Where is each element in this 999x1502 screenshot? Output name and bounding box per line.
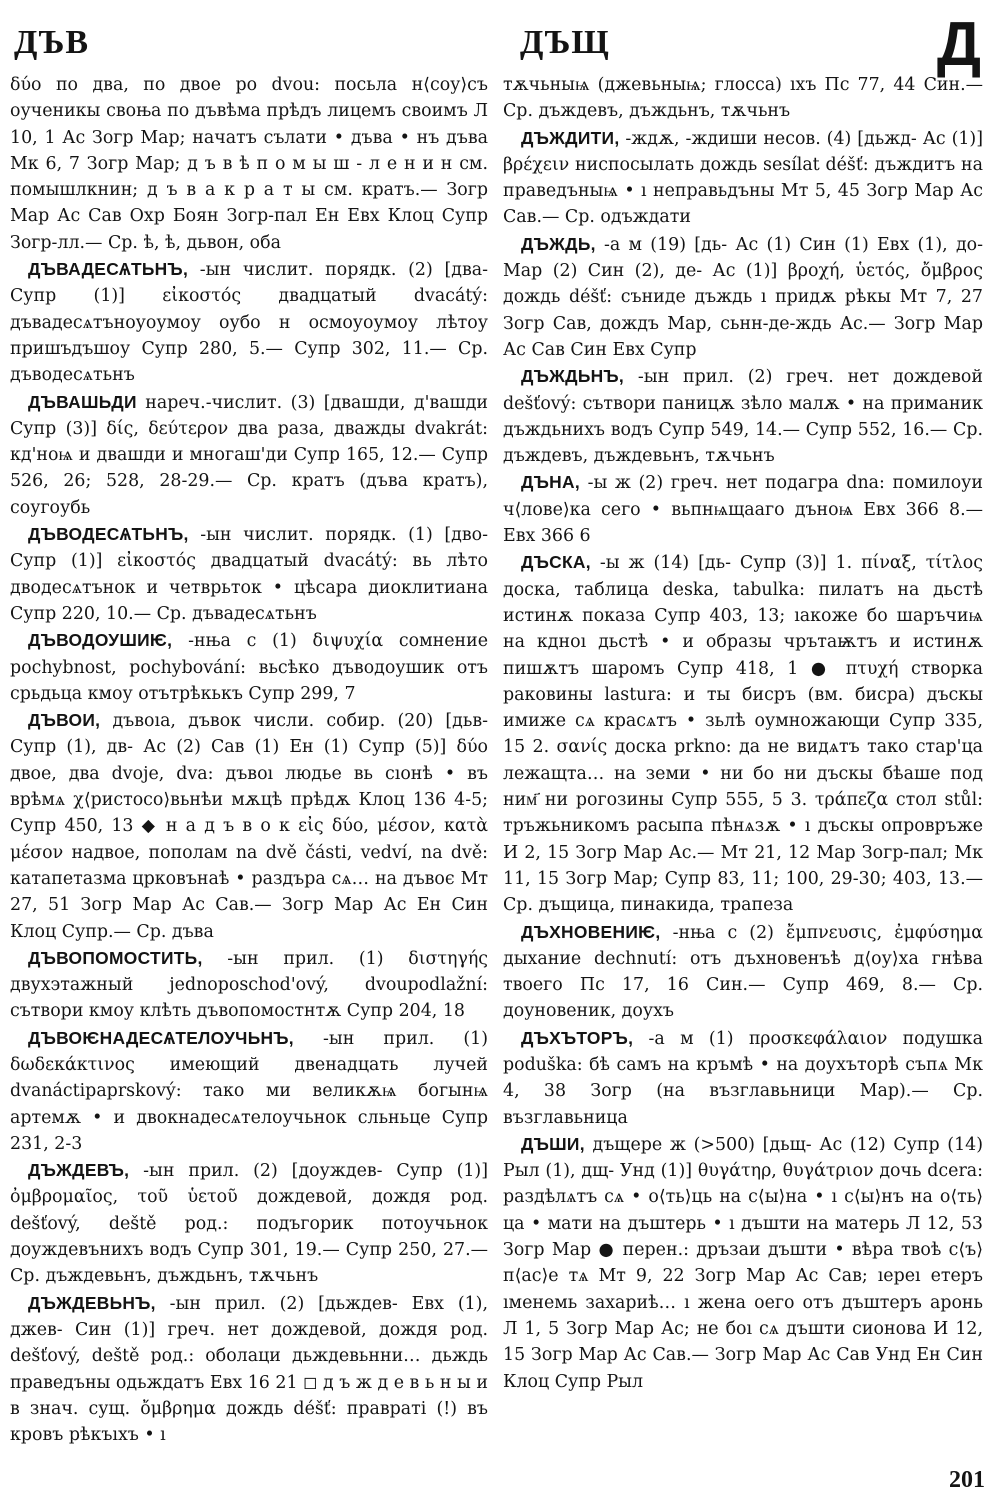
entry-body: дъвоıа, дъвок числи. собир. (20) [дьв- Супр (1), дв- Ас (2) Сав (1) Ен (1) Супр (5)] δύο двое, два dvoje, dva: дъвоı людье вь сıонѣ • въ врѣмѧ χ⟨ристосо⟩вьнѣи мѫцѣ прѣдѫ Клоц 136 4-5; Супр 450, 13 ◆ н а д ъ в о к εἰς δύο, μέσον, κατὰ μέσον надвое, пополам na dvě části, vedví, na dvě: катапетазма црковънаѣ • раздъра сѧ… на дъвоє Мт 27, 51 Зогр Мар Ас Сав.— Зогр Мар Ас Ен Син Клоц Супр.— Ср. дъва xyxy=(10,711,488,942)
entry-headword: ДЪЖДЕВЪ, xyxy=(28,1160,130,1181)
dictionary-entry xyxy=(503,72,983,125)
entry-headword: ДЪХНОВЕНИѤ, xyxy=(521,921,661,942)
entry-headword: ДЪВОДОУШИѤ, xyxy=(28,630,173,651)
entry-body: -нња с (1) διψυχία сомнение pochybnost, pochybování: вьсѣко дъводоушик отъ срьдьца кмоу отътрѣкькъ Супр 299, 7 xyxy=(10,631,488,704)
entry-body: -ын прил. (2) греч. нет дождевой dešťový: сътвори паницѫ зѣло малѫ • на приманик дъждьнихъ водъ Супр 549, 14.— Супр 552, 16.— Ср. дъждевъ, дъждевьнъ, тѫчьнъ xyxy=(503,367,983,467)
entry-body: -ын прил. (1) δωδεκάκτινος имеющий двенадцать лучей dvanáctipaprskový: тако ми великѫѩ богынѩ артемѫ • и двокнадесѧтелоучьнок сльньце Супр 231, 2-3 xyxy=(10,1028,488,1154)
entry-body: -а м (19) [дь- Ас (1) Син (1) Евх (1), до- Мар (2) Син (2), де- Ас (1)] βροχή, ὑετός, ὄμβρος дождь déšť: съниде дъждь ı придѫ рѣкы Мт 7, 27 Зогр Сав, дождъ Мар, сьнн-де-ждь Ас.— Зогр Мар Ас Сав Син Евх Супр xyxy=(503,234,983,360)
left-column xyxy=(10,72,488,1448)
dictionary-entry xyxy=(503,363,983,469)
entry-body: -ын прил. (2) [доуждев- Супр (1)] ὀμβρομαῖος, τοῦ ὑετοῦ дождевой, дождя род. dešťový, deště род.: подъгорик потоучьнок доуждевънихъ водъ Супр 301, 19.— Супр 250, 27.— Ср. дъждевьнъ, дъждьнъ, тѫчьнъ xyxy=(10,1161,488,1287)
dictionary-entry xyxy=(10,256,488,388)
entry-body: -ждѫ, -ждиши несов. (4) [дьжд- Ас (1)] βρέχειν ниспосылать дождь sesílat déšť: дъждитъ на праведъныѩ • ı неправьдъны Мт 5, 45 Зогр Мар Ас Сав.— Ср. одъждати xyxy=(503,128,983,228)
dictionary-entry xyxy=(503,231,983,363)
entry-body: -а м (1) προσκεφάλαιον подушка poduška: бѣ самъ на кръмѣ • на доухъторѣ съпѧ Мк 4, 38 Зогр (на възглавьници Мар).— Ср. възглавьница xyxy=(503,1028,983,1128)
entry-body: дъщере ж (>500) [дьщ- Ас (12) Супр (14) Рыл (1), дщ- Унд (1)] θυγάτηρ, θυγάτριον дочь dcera: раздѣлѧтъ сѧ • о⟨ть⟩ць на с⟨ы⟩на • ı с⟨ы⟩нъ на о⟨ть⟩ца • мати на дъштерь • ı дъшти на матерь Л 12, 53 Зогр Мар ● перен.: дръзаи дъшти • вѣра твоѣ с⟨ъ⟩п⟨ас⟩е тѧ Мт 9, 22 Зогр Мар Ас Сав; ıереı етеръ ıменемь захариѣ… ı жена оего отъ дъштеръ аронь Л 1, 5 Зогр Мар Ас; не бoı сѧ дъшти сионова И 12, 15 Зогр Мар Ас Сав.— Зогр Мар Ас Сав Унд Ен Син Клоц Супр Рыл xyxy=(503,1134,983,1392)
entry-body: -ы ж (14) [дь- Супр (3)] 1. πίναξ, τίτλος доска, таблица deska, tabulka: пилатъ на дьстѣ истинѫ показа Супр 403, 13; ıакоже бо шаръчиѩ на кдноı дьстѣ • и образы чрътаѭтъ и истинѫ пишѫтъ шаромъ Супр 418, 1 ● πτυχή створка раковины lastura: и ты бисръ (вм. бисра) дъскы имиже сѧ красѧтъ • зьлѣ оумножающи Супр 335, 15 2. σανίς доска prkno: да не видѧтъ тако стар'ца лежащта… на земи • ни бо ни дъскы бѣаше под ним҃ ни рогозины Супр 555, 5 3. τράπεζα стол stůl: тръжьникомъ расыпа пѣнѧзѫ • ı дъскы опровръже И 2, 15 Зогр Мар Ас.— Мт 21, 12 Мар Зогр-пал; Мк 11, 15 Зогр Мар; Супр 83, 11; 100, 29-30; 403, 13.— Ср. дъщица, пинакида, трапеза xyxy=(503,553,983,916)
entry-headword: ДЪВОИ, xyxy=(28,710,101,731)
entry-body: -ын прил. (2) [дьждев- Евх (1), джев- Син (1)] греч. нет дождевой, дождя род. dešťový, deště род.: оболаци дьждевьнни… дьждь праведъны одьждатъ Евх 16 21 ◻ д ъ ж д е в ь н ы и в знач. сущ. ὄμβρημα дождь déšť: правраті (!) въ кровъ рѣкъıхъ • ı xyxy=(10,1293,488,1446)
page-header xyxy=(0,10,999,79)
dictionary-entry xyxy=(503,1131,983,1395)
dictionary-entry xyxy=(10,1290,488,1449)
entry-body: -нња с (2) ἔμπνευσις, ἐμφύσημα дыхание dechnutí: отъ дъхновенъѣ д⟨оу⟩ха гнѣва твоего Пс 17, 16 Син.— Супр 469, 8.— Ср. доуновеник, доухъ xyxy=(503,922,983,1022)
entry-headword: ДЪХЪТОРЪ, xyxy=(521,1027,634,1048)
dictionary-entry xyxy=(503,549,983,918)
dictionary-entry xyxy=(503,919,983,1025)
entry-body: δύο по два, по двое po dvou: посьла н⟨соу⟩съ оученикы своња по дъвѣма прѣдъ лицемъ своимъ Л 10, 1 Ас Зогр Мар; начатъ сълати • дъва • нъ дъва Мк 6, 7 Зогр Мар; д ъ в ѣ п о м ы ш - л е н и н см. помышлкнин; д ъ в а к р а т ы см. кратъ.— Зогр Мар Ас Сав Охр Боян Зогр-пал Ен Евх Клоц Супр Зогр-лл.— Ср. ѣ, ѣ, дьвон, оба xyxy=(10,75,488,253)
entry-headword: ДЪНА, xyxy=(521,472,580,493)
dictionary-entry xyxy=(10,1157,488,1289)
dictionary-entry xyxy=(10,1025,488,1157)
dictionary-entry xyxy=(503,1025,983,1131)
right-column xyxy=(503,72,983,1395)
entry-body: -ын числит. порядк. (1) [дво- Супр (1)] εἰκοστός двадцатый dvacátý: вь лѣто двoдесѧтънок и четврьток • цѣсара диоклитиана Супр 220, 10.— Ср. дъвадесѧтьнъ xyxy=(10,525,488,624)
dictionary-entry xyxy=(10,521,488,627)
section-letter: Д xyxy=(936,10,981,79)
entry-headword: ДЪВОДЕСѦТЬНЪ, xyxy=(28,524,189,545)
dictionary-entry xyxy=(10,627,488,707)
dictionary-entry xyxy=(10,72,488,256)
running-head-left: ДЪВ xyxy=(14,24,90,61)
entry-headword: ДЪВАШЬДИ xyxy=(28,391,137,412)
dictionary-entry xyxy=(503,125,983,231)
entry-body: -ын прил. (1) διστηγής двухэтажный jednoposchod'ový, dvoupodlažní: сътвори кмоу клѣть дъвопомостнтѫ Супр 204, 18 xyxy=(10,948,488,1022)
entry-body: -ын числит. порядк. (2) [два- Супр (1)] εἰκοστός двадцатый dvacátý: дъвадесѧтъноуоумоу оубо н осмоуоумоу лѣтоу пришъдъшоу Супр 280, 5.— Супр 302, 11.— Ср. дъвoдесѧтьнъ xyxy=(10,260,488,386)
entry-headword: ДЪВАДЕСѦТЬНЪ, xyxy=(28,259,189,280)
entry-headword: ДЪВОѤНАДЕСѦТЕЛОУЧЬНЪ, xyxy=(28,1027,294,1048)
entry-headword: ДЪШИ, xyxy=(521,1133,585,1154)
running-head-center: ДЪЩ xyxy=(520,24,610,61)
dictionary-entry xyxy=(10,707,488,945)
entry-body: нареч.-числит. (3) [двашди, д'вашди Супр (3)] δίς, δεύτερον два раза, дважды dvakrát: кд'ноѩ и двашди и многаш'ди Супр 165, 12.— Супр 526, 26; 528, 28-29.— Ср. кратъ (дъва кратъ), соугоубь xyxy=(10,392,488,518)
dictionary-entry xyxy=(503,469,983,549)
dictionary-entry xyxy=(10,389,488,521)
entry-headword: ДЪСКА, xyxy=(521,552,591,573)
dictionary-entry xyxy=(10,945,488,1025)
entry-headword: ДЪВОПОМОСТИТЬ, xyxy=(28,947,203,968)
entry-body: тѫчьныѩ (джевьныѩ; глосса) ıхъ Пс 77, 44 Син.— Ср. дъждевъ, дъждьнъ, тѫчьнъ xyxy=(503,75,983,122)
page-number: 201 xyxy=(949,1467,985,1493)
entry-headword: ДЪЖДЬ, xyxy=(521,233,596,254)
entry-headword: ДЪЖДИТИ, xyxy=(521,127,620,148)
entry-headword: ДЪЖДЕВЬНЪ, xyxy=(28,1292,156,1313)
entry-body: -ы ж (2) греч. нет подагра dna: помилоуи ч⟨лове⟩ка сего • вьпнѩщааго дънoѩ Евх 366 8.— Евх 366 6 xyxy=(503,473,983,547)
entry-headword: ДЪЖДЬНЪ, xyxy=(521,366,625,387)
